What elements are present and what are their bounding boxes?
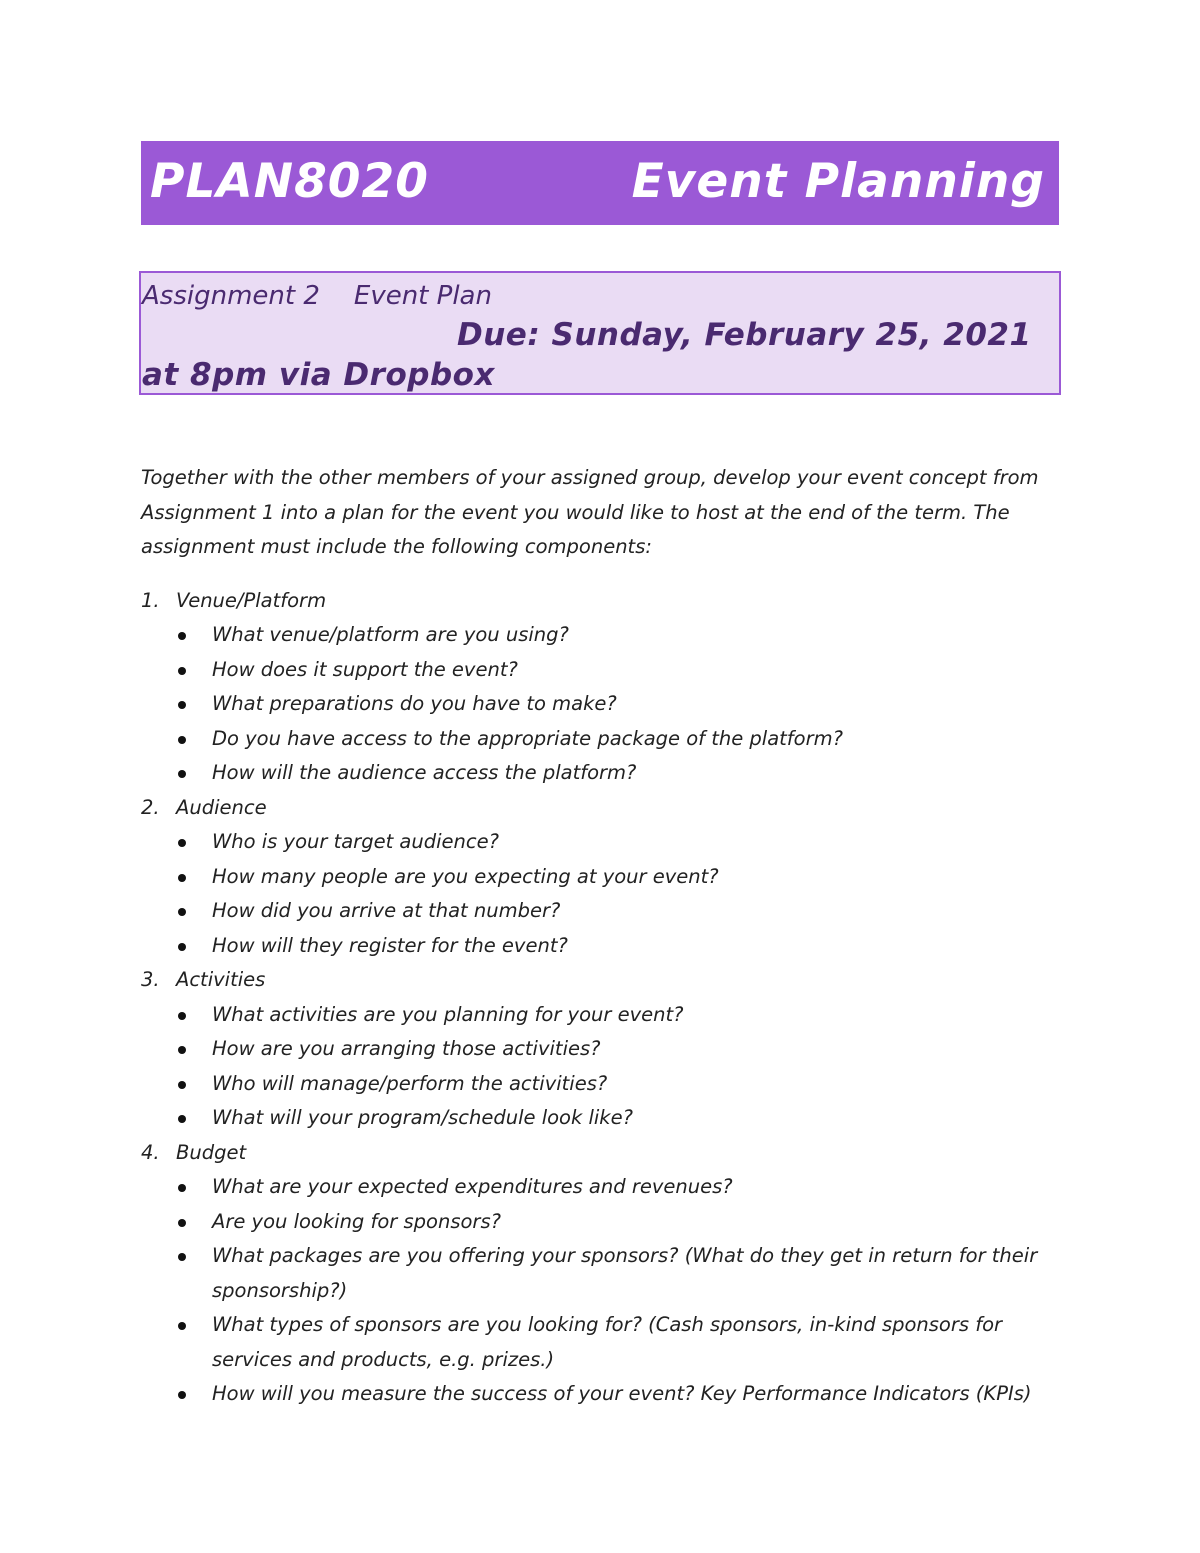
list-item: [176, 860, 1041, 895]
assignment-label: Assignment 2: [142, 281, 320, 311]
question-text: What will your program/schedule look like?: [212, 1106, 633, 1129]
list-item: [176, 618, 1041, 653]
section-number: 3.: [141, 968, 160, 991]
question-text: What venue/platform are you using?: [212, 623, 569, 646]
bullet-icon: [178, 632, 186, 640]
list-item: [176, 1170, 1041, 1205]
list-item: [176, 1239, 1041, 1308]
question-text: How will the audience access the platform?: [212, 761, 637, 784]
bullet-icon: [178, 667, 186, 675]
section-title: Budget: [176, 1140, 247, 1164]
list-item: [176, 825, 1041, 860]
question-text: What activities are you planning for your event?: [212, 1002, 684, 1026]
question-text: What packages are you offering your sponsors? (What do they get in return for their sponsorship?): [212, 1244, 1038, 1302]
bullet-icon: [178, 839, 186, 847]
bullet-icon: [178, 1115, 186, 1123]
course-code: PLAN8020: [150, 154, 429, 209]
due-date: Due: Sunday, February 25, 2021: [457, 317, 1032, 353]
section-audience: [141, 791, 1041, 964]
list-item: [176, 1205, 1041, 1240]
section-budget: [141, 1136, 1041, 1412]
section-number: 1.: [141, 588, 160, 612]
section-title: Activities: [176, 968, 266, 991]
list-item: [176, 1308, 1041, 1377]
due-time-method: at 8pm via Dropbox: [142, 357, 495, 393]
list-item: [176, 653, 1041, 688]
bullet-icon: [178, 1219, 186, 1227]
title-banner: [141, 141, 1059, 225]
bullet-icon: [178, 908, 186, 916]
question-text: How many people are you expecting at your event?: [212, 864, 719, 888]
assignment-box: [139, 271, 1061, 395]
section-activities: [141, 963, 1041, 1136]
list-item: [176, 998, 1041, 1033]
question-list: [176, 825, 1041, 963]
section-title: Venue/Platform: [176, 588, 327, 612]
section-number: 2.: [141, 795, 160, 819]
section-title: Audience: [176, 795, 267, 819]
question-text: Are you looking for sponsors?: [212, 1209, 501, 1233]
question-list: [176, 998, 1041, 1136]
bullet-icon: [178, 770, 186, 778]
section-venue: [141, 584, 1041, 791]
course-title: Event Planning: [631, 154, 1045, 209]
assignment-name: Event Plan: [353, 281, 492, 311]
question-text: How will they register for the event?: [212, 933, 568, 957]
assignment-heading: [142, 279, 492, 313]
question-text: Who will manage/perform the activities?: [212, 1071, 608, 1095]
bullet-icon: [178, 701, 186, 709]
list-item: [176, 756, 1041, 791]
list-item: [176, 894, 1041, 929]
question-text: How did you arrive at that number?: [212, 899, 561, 922]
list-item: [176, 722, 1041, 757]
question-list: [176, 618, 1041, 791]
bullet-icon: [178, 1012, 186, 1020]
assignment-body: [141, 461, 1041, 1412]
list-item: [176, 1377, 1041, 1412]
bullet-icon: [178, 1391, 186, 1399]
bullet-icon: [178, 943, 186, 951]
bullet-icon: [178, 1081, 186, 1089]
list-item: [176, 1067, 1041, 1102]
bullet-icon: [178, 1322, 186, 1330]
question-list: [176, 1170, 1041, 1412]
question-text: How are you arranging those activities?: [212, 1037, 601, 1060]
list-item: [176, 929, 1041, 964]
components-list: [141, 584, 1041, 1412]
question-text: What preparations do you have to make?: [212, 692, 617, 715]
list-item: [176, 687, 1041, 722]
section-number: 4.: [141, 1140, 160, 1164]
question-text: How does it support the event?: [212, 657, 518, 681]
bullet-icon: [178, 1046, 186, 1054]
question-text: Do you have access to the appropriate package of the platform?: [212, 726, 843, 750]
question-text: How will you measure the success of your event? Key Performance Indicators (KPIs): [212, 1382, 1032, 1405]
list-item: [176, 1032, 1041, 1067]
list-item: [176, 1101, 1041, 1136]
bullet-icon: [178, 1253, 186, 1261]
question-text: What types of sponsors are you looking for? (Cash sponsors, in-kind sponsors for services and products, e.g. prizes.): [212, 1313, 1003, 1371]
intro-paragraph: Together with the other members of your assigned group, develop your event concept from Assignment 1 into a plan for the event you would like to host at the end of the term. The assignment must include the following components:: [141, 466, 1039, 558]
bullet-icon: [178, 736, 186, 744]
bullet-icon: [178, 1184, 186, 1192]
bullet-icon: [178, 874, 186, 882]
question-text: What are your expected expenditures and revenues?: [212, 1175, 733, 1198]
question-text: Who is your target audience?: [212, 830, 499, 853]
